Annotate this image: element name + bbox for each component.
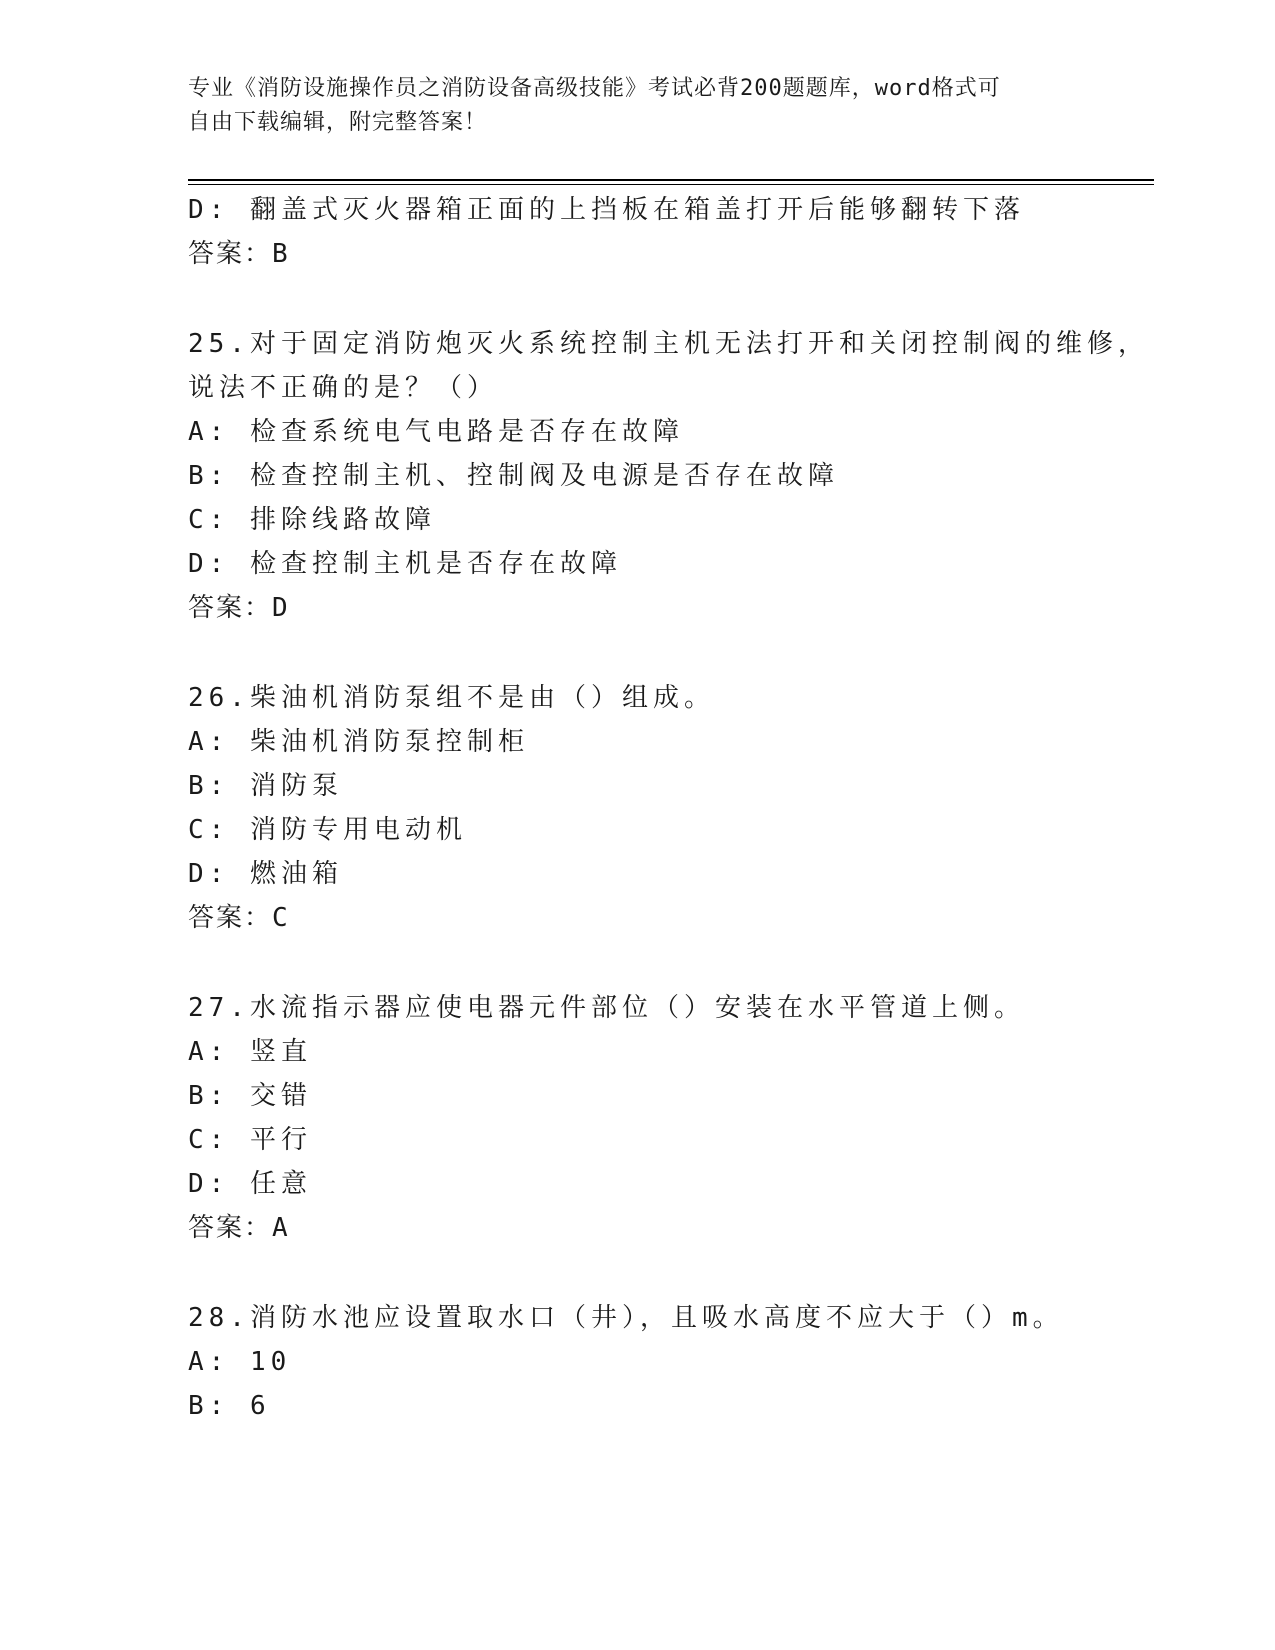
q25-answer: 答案：D [188,593,290,623]
q28-stem: 28.消防水池应设置取水口（井），且吸水高度不应大于（）m。 [188,1303,1064,1333]
q27-option-c: C: 平行 [188,1125,312,1155]
q25-option-a: A: 检查系统电气电路是否存在故障 [188,417,684,447]
q27-option-a: A: 竖直 [188,1037,312,1067]
q27-option-d: D: 任意 [188,1169,312,1199]
prev-answer: 答案：B [188,239,290,269]
q26-option-c: C: 消防专用电动机 [188,815,467,845]
q26-option-b: B: 消防泵 [188,771,343,801]
q26-option-a: A: 柴油机消防泵控制柜 [188,727,529,757]
header-rule-thick [188,179,1154,181]
q26-option-d: D: 燃油箱 [188,859,343,889]
header-line-1: 专业《消防设施操作员之消防设备高级技能》考试必背200题题库，word格式可 [188,76,1001,101]
q26-answer: 答案：C [188,903,290,933]
q25-stem-line-1: 25.对于固定消防炮灭火系统控制主机无法打开和关闭控制阀的维修， [188,329,1149,359]
q25-option-b: B: 检查控制主机、控制阀及电源是否存在故障 [188,461,839,491]
q27-stem: 27.水流指示器应使电器元件部位（）安装在水平管道上侧。 [188,993,1025,1023]
q25-stem-line-2: 说法不正确的是？（） [188,373,499,403]
header-line-2: 自由下载编辑，附完整答案！ [188,110,488,135]
document-header [188,72,1068,140]
q28-option-a: A: 10 [188,1347,292,1377]
q25-option-d: D: 检查控制主机是否存在故障 [188,549,622,579]
q28-option-b: B: 6 [188,1391,271,1421]
prev-option-d: D: 翻盖式灭火器箱正面的上挡板在箱盖打开后能够翻转下落 [188,195,1025,225]
q27-option-b: B: 交错 [188,1081,312,1111]
q27-answer: 答案：A [188,1213,290,1243]
header-rule-thin [188,184,1154,185]
q26-stem: 26.柴油机消防泵组不是由（）组成。 [188,683,715,713]
q25-option-c: C: 排除线路故障 [188,505,436,535]
